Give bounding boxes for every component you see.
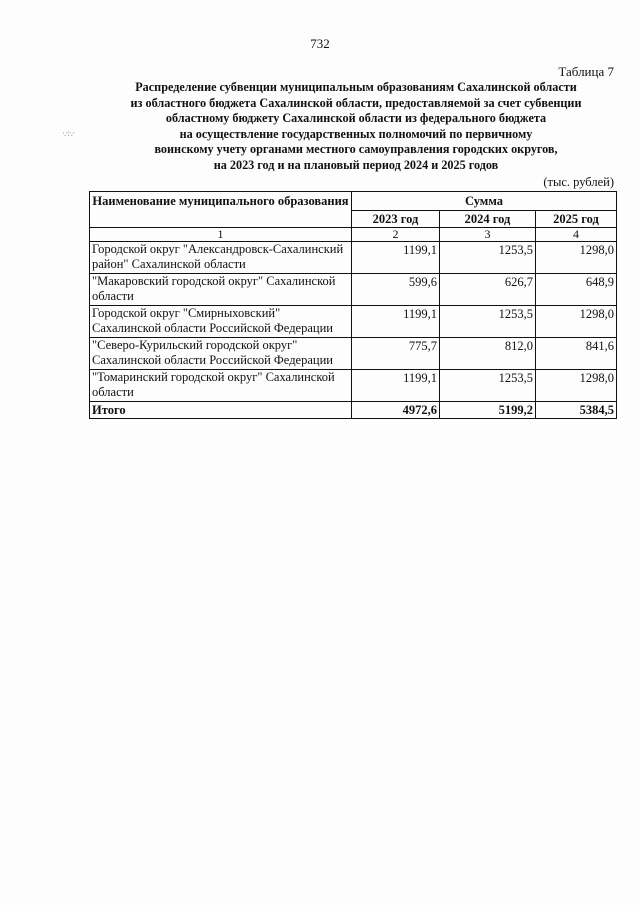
header-name: Наименование муниципального образования xyxy=(90,192,352,228)
total-row xyxy=(90,402,617,419)
value-2025: 1298,0 xyxy=(536,306,617,338)
title-line: воинскому учету органами местного самоуправления городских округов, xyxy=(154,142,558,156)
total-2024: 5199,2 xyxy=(440,402,536,419)
header-year-2025: 2025 год xyxy=(536,211,617,228)
header-year-2024: 2024 год xyxy=(440,211,536,228)
column-number: 3 xyxy=(440,228,536,242)
total-2025: 5384,5 xyxy=(536,402,617,419)
table-row xyxy=(90,274,617,306)
column-number: 4 xyxy=(536,228,617,242)
value-2023: 1199,1 xyxy=(352,306,440,338)
value-2023: 599,6 xyxy=(352,274,440,306)
row-name: Городской округ "Смирныховский" Сахалинской области Российской Федерации xyxy=(90,306,352,338)
table-row xyxy=(90,306,617,338)
title-line: Распределение субвенции муниципальным образованиям Сахалинской области xyxy=(135,80,577,94)
value-2025: 1298,0 xyxy=(536,370,617,402)
table-row xyxy=(90,242,617,274)
document-title xyxy=(96,80,616,173)
row-name: Городской округ "Александровск-Сахалинский район" Сахалинской области xyxy=(90,242,352,274)
value-2024: 812,0 xyxy=(440,338,536,370)
header-sum: Сумма xyxy=(352,192,617,211)
header-year-2023: 2023 год xyxy=(352,211,440,228)
value-2025: 1298,0 xyxy=(536,242,617,274)
row-name: "Томаринский городской округ" Сахалинской области xyxy=(90,370,352,402)
value-2023: 775,7 xyxy=(352,338,440,370)
title-line: из областного бюджета Сахалинской области, предоставляемой за счет субвенции xyxy=(130,95,582,110)
units-label: (тыс. рублей) xyxy=(543,175,614,189)
value-2023: 1199,1 xyxy=(352,370,440,402)
value-2024: 1253,5 xyxy=(440,242,536,274)
table-row xyxy=(90,338,617,370)
row-name: "Северо-Курильский городской округ" Сахалинской области Российской Федерации xyxy=(90,338,352,370)
total-2023: 4972,6 xyxy=(352,402,440,419)
value-2024: 1253,5 xyxy=(440,370,536,402)
row-name: "Макаровский городской округ" Сахалинской области xyxy=(90,274,352,306)
value-2024: 626,7 xyxy=(440,274,536,306)
subvention-table xyxy=(89,191,617,419)
value-2025: 841,6 xyxy=(536,338,617,370)
table-row xyxy=(90,370,617,402)
title-line: областному бюджету Сахалинской области из федерального бюджета xyxy=(165,111,547,125)
total-label: Итого xyxy=(90,402,352,419)
title-line: на 2023 год и на плановый период 2024 и 2025 годов xyxy=(213,157,499,172)
title-line: на осуществление государственных полномочий по первичному xyxy=(179,126,533,141)
value-2024: 1253,5 xyxy=(440,306,536,338)
column-numbers-row xyxy=(90,228,617,242)
page-number: 732 xyxy=(310,36,330,51)
value-2025: 648,9 xyxy=(536,274,617,306)
value-2023: 1199,1 xyxy=(352,242,440,274)
column-number: 2 xyxy=(352,228,440,242)
table-label: Таблица 7 xyxy=(558,64,614,79)
column-number: 1 xyxy=(90,228,352,242)
scan-smudge: ·.·:·.· xyxy=(62,128,74,138)
